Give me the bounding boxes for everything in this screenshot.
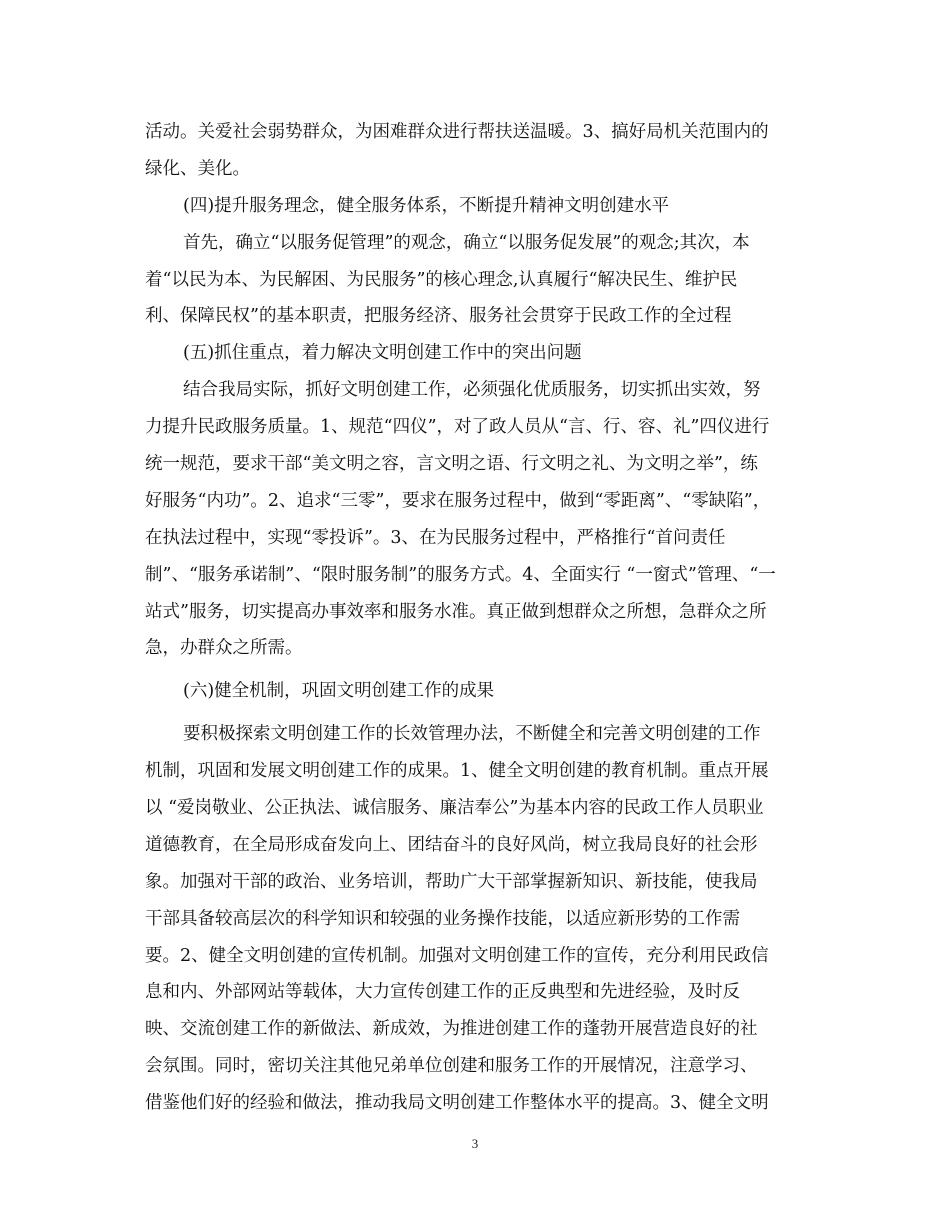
text-line: 制”、“服务承诺制”、“限时服务制”的服务方式。4、全面实行 “一窗式”管理、“一 [145,564,776,585]
text-line: 以 “爱岗敬业、公正执法、诚信服务、廉洁奉公”为基本内容的民政工作人员职业 [145,798,764,819]
text-line: 在执法过程中，实现“零投诉”。3、在为民服务过程中，严格推行“首问责任 [145,527,726,548]
text-line: 机制，巩固和发展文明创建工作的成果。1、健全文明创建的教育机制。重点开展 [145,761,769,782]
text-line: 象。加强对干部的政治、业务培训，帮助广大干部掌握新知识、新技能，使我局 [145,871,758,892]
text-line: 着“以民为本、为民解困、为民服务”的核心理念,认真履行“解决民生、维护民 [145,269,738,290]
text-line: 结合我局实际，抓好文明创建工作，必须强化优质服务，切实抓出实效，努 [183,380,761,401]
text-line: 息和内、外部网站等载体，大力宣传创建工作的正反典型和先进经验，及时反 [145,982,740,1003]
text-line: 急，办群众之所需。 [145,638,303,659]
text-line: 利、保障民权”的基本职责，把服务经济、服务社会贯穿于民政工作的全过程 [145,306,732,327]
text-line: 要积极探索文明创建工作的长效管理办法，不断健全和完善文明创建的工作 [183,724,761,745]
text-line: 好服务“内功”。2、追求“三零”，要求在服务过程中，做到“零距离”、“零缺陷”， [145,490,771,511]
text-line: 站式”服务，切实提高办事效率和服务水准。真正做到想群众之所想，急群众之所 [145,601,767,622]
text-line: 活动。关爱社会弱势群众，为困难群众进行帮扶送温暖。3、搞好局机关范围内的 [145,122,769,142]
section-heading: (六)健全机制，巩固文明创建工作的成果 [183,681,495,702]
section-heading: (四)提升服务理念，健全服务体系，不断提升精神文明创建水平 [183,195,670,216]
text-line: 力提升民政服务质量。1、规范“四仪”，对了政人员从“言、行、容、礼”四仪进行 [145,417,770,438]
text-line: 道德教育，在全局形成奋发向上、团结奋斗的良好风尚，树立我局良好的社会形 [145,834,758,855]
text-line: 映、交流创建工作的新做法、新成效，为推进创建工作的蓬勃开展营造良好的社 [145,1019,758,1040]
text-line: 绿化、美化。 [145,158,250,179]
text-line: 统一规范，要求干部“美文明之容，言文明之语、行文明之礼、为文明之举”，练 [145,454,758,475]
text-line: 干部具备较高层次的科学知识和较强的业务操作技能，以适应新形势的工作需 [145,908,740,929]
section-heading: (五)抓住重点，着力解决文明创建工作中的突出问题 [183,343,582,364]
text-line: 首先，确立“以服务促管理”的观念，确立“以服务促发展”的观念;其次，本 [183,232,750,253]
body-text [145,114,805,1122]
text-line: 要。2、健全文明创建的宣传机制。加强对文明创建工作的宣传，充分利用民政信 [145,945,769,966]
text-line: 借鉴他们好的经验和做法，推动我局文明创建工作整体水平的提高。3、健全文明 [145,1093,769,1114]
page-number: 3 [471,1136,479,1151]
text-line: 会氛围。同时，密切关注其他兄弟单位创建和服务工作的开展情况，注意学习、 [145,1056,758,1077]
